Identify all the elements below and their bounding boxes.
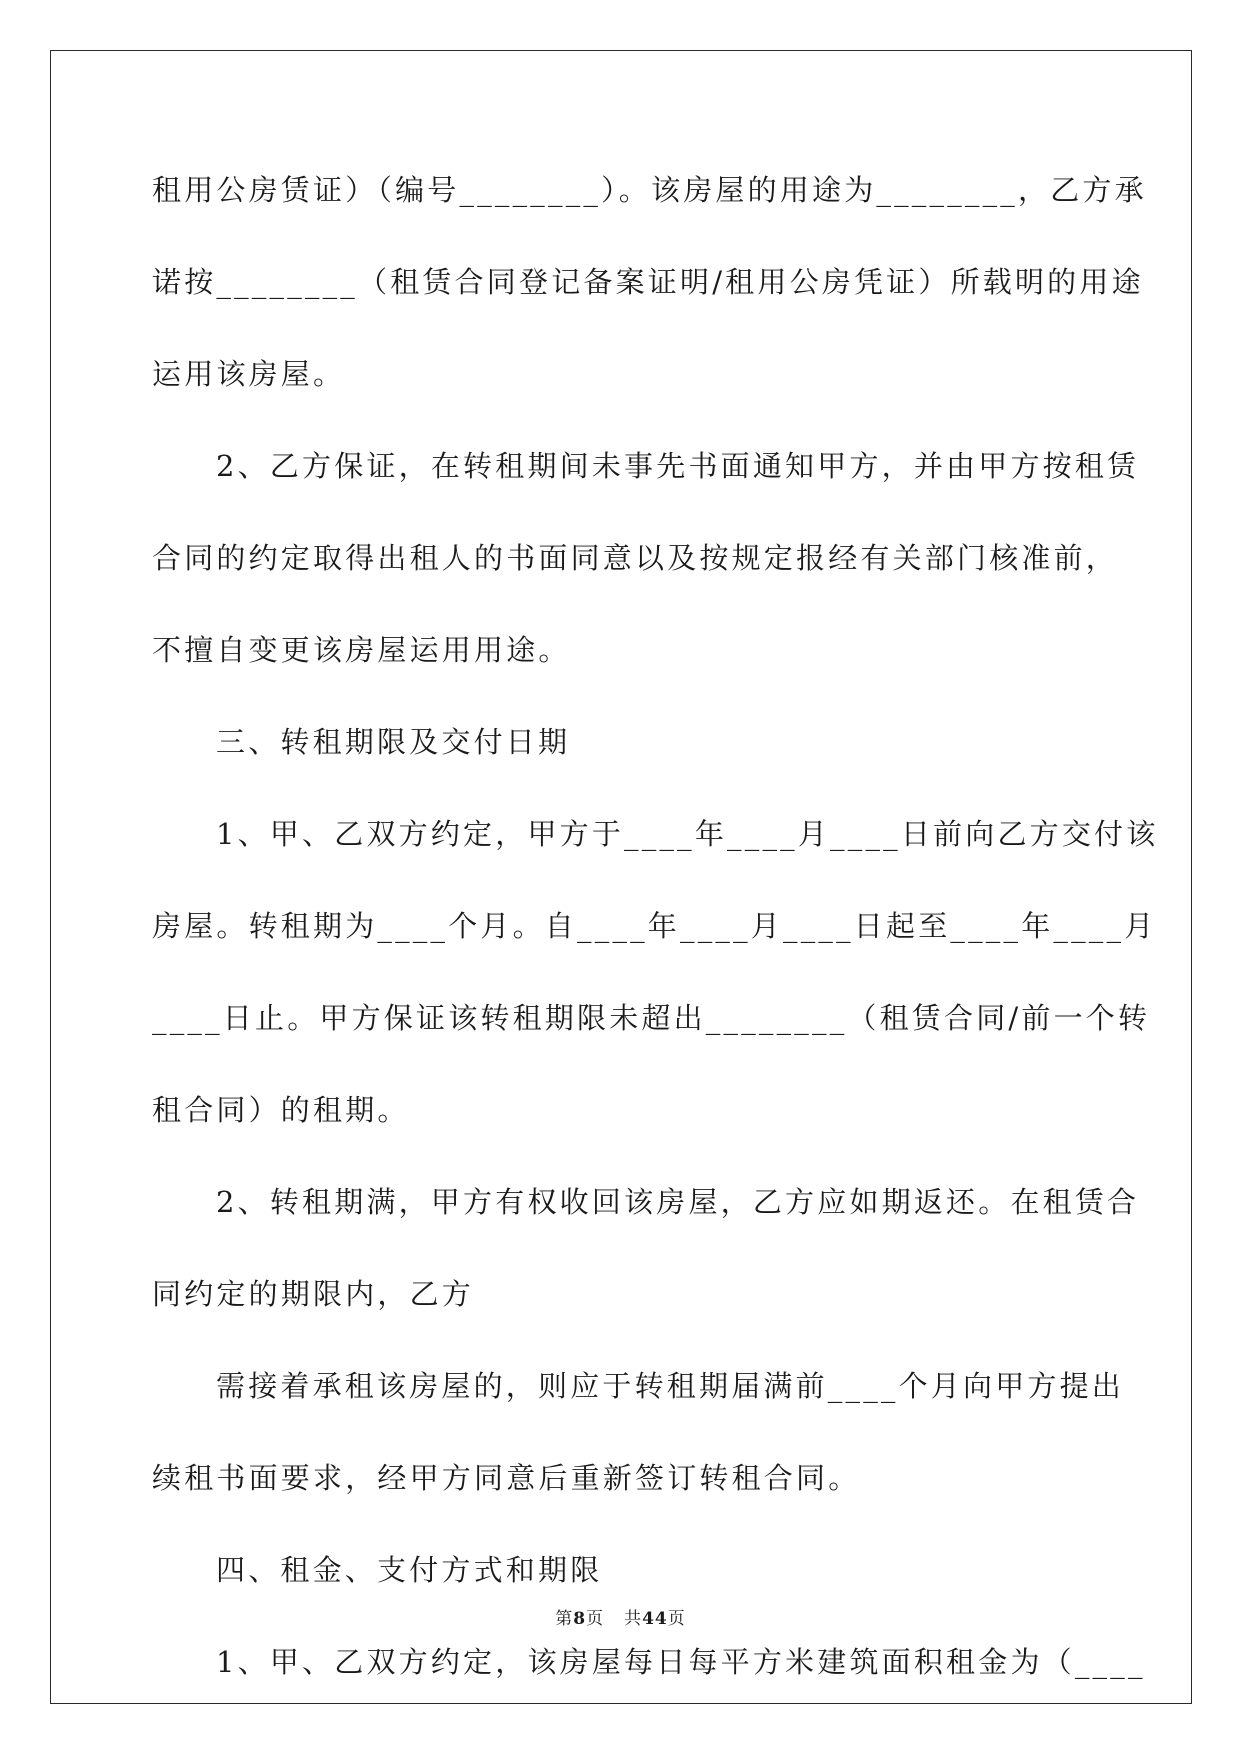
footer-total-prefix: 共 — [624, 1609, 643, 1629]
text-line: 租用公房赁证）（编号________）。该房屋的用途为________，乙方承 — [152, 173, 1147, 207]
section-heading: 四、租金、支付方式和期限 — [216, 1553, 603, 1587]
paragraph-start: 需接着承租该房屋的，则应于转租期届满前____个月向甲方提出 — [216, 1369, 1125, 1403]
paragraph-start: 1、甲、乙双方约定，该房屋每日每平方米建筑面积租金为（____ — [216, 1645, 1146, 1679]
page-footer — [0, 1604, 1241, 1629]
footer-page-number: 8 — [573, 1609, 587, 1629]
footer-total-unit: 页 — [667, 1609, 686, 1629]
footer-page-unit: 页 — [586, 1609, 605, 1629]
text-line: 租合同）的租期。 — [152, 1093, 410, 1127]
text-line: ____日止。甲方保证该转租期限未超出________（租赁合同/前一个转 — [152, 1001, 1151, 1035]
footer-total-pages: 44 — [642, 1609, 668, 1629]
paragraph-start: 1、甲、乙双方约定，甲方于____年____月____日前向乙方交付该 — [216, 817, 1159, 851]
paragraph-start: 2、乙方保证，在转租期间未事先书面通知甲方，并由甲方按租赁 — [216, 449, 1140, 483]
section-heading: 三、转租期限及交付日期 — [216, 725, 571, 759]
text-line: 运用该房屋。 — [152, 357, 346, 391]
text-line: 不擅自变更该房屋运用用途。 — [152, 633, 571, 667]
footer-page-prefix: 第 — [555, 1609, 574, 1629]
text-line: 房屋。转租期为____个月。自____年____月____日起至____年____月 — [152, 909, 1157, 943]
text-line: 合同的约定取得出租人的书面同意以及按规定报经有关部门核准前， — [152, 541, 1119, 575]
document-body — [152, 152, 1159, 1716]
text-line: 续租书面要求，经甲方同意后重新签订转租合同。 — [152, 1461, 861, 1495]
text-line: 诺按________（租赁合同登记备案证明/租用公房凭证）所载明的用途 — [152, 265, 1144, 299]
paragraph-start: 2、转租期满，甲方有权收回该房屋，乙方应如期返还。在租赁合 — [216, 1185, 1140, 1219]
text-line: 同约定的期限内，乙方 — [152, 1277, 475, 1311]
